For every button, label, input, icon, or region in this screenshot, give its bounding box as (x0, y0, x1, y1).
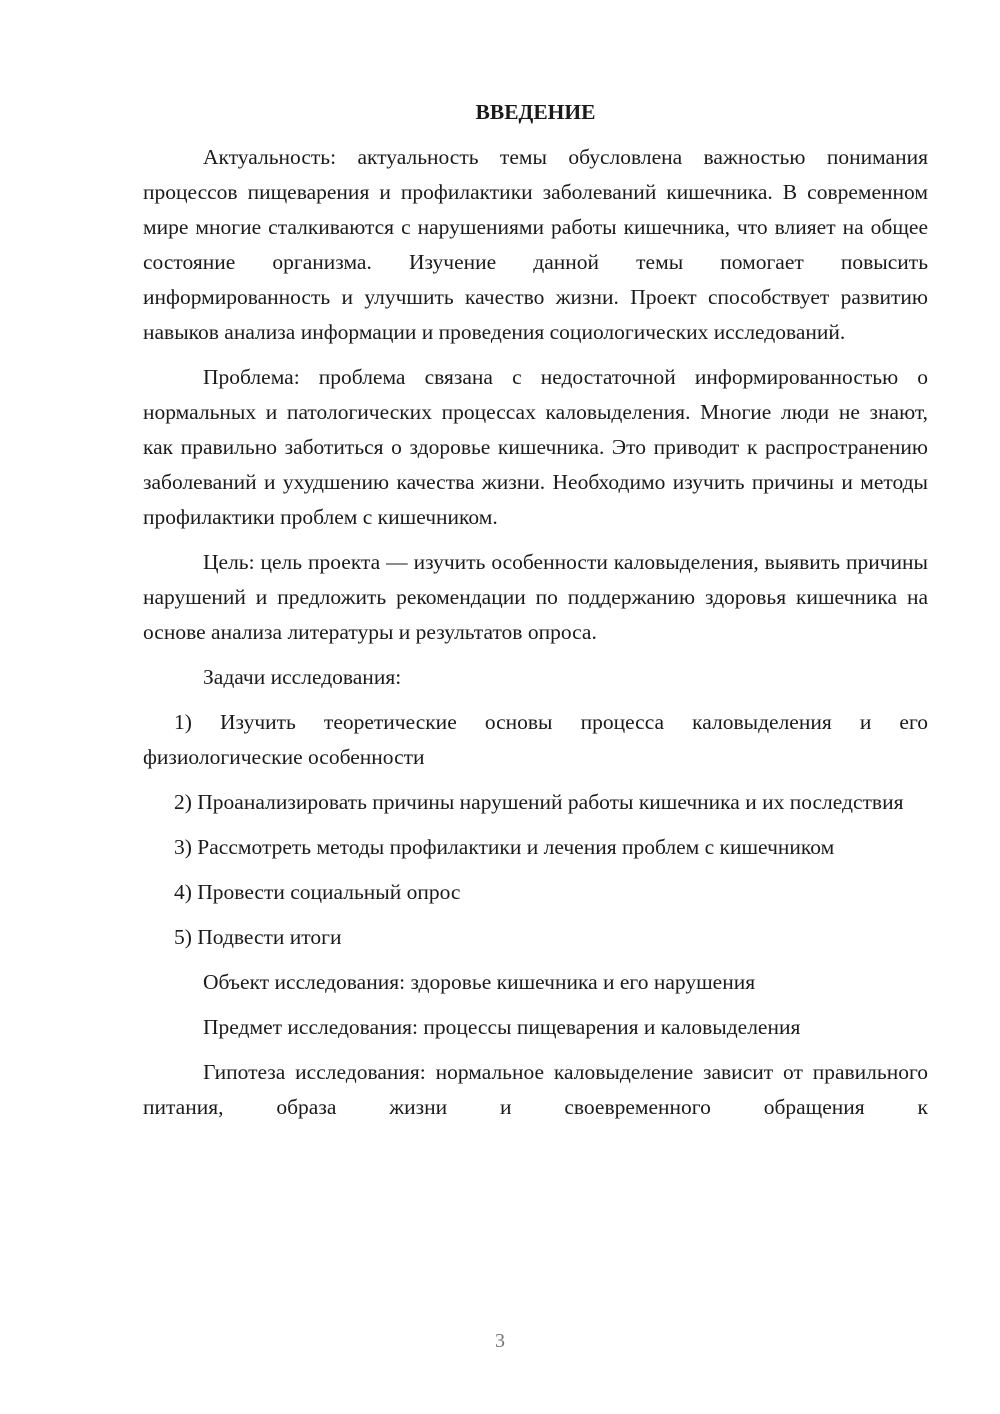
task-item-4: 4) Провести социальный опрос (174, 880, 461, 904)
goal-paragraph: Цель: цель проекта — изучить особенности каловыделения, выявить причины нарушений и предложить рекомендации по поддержанию здоровья кишечника на основе анализа литературы и результатов опроса. (143, 550, 928, 644)
research-hypothesis: Гипотеза исследования: нормальное каловыделение зависит от правильного питания, образа жизни и своевременного обращения к (143, 1060, 928, 1119)
task-item-5: 5) Подвести итоги (174, 925, 342, 949)
relevance-paragraph: Актуальность: актуальность темы обусловлена важностью понимания процессов пищеварения и профилактики заболеваний кишечника. В современном мире многие сталкиваются с нарушениями работы кишечника, что влияет на общее состояние организма. Изучение данной темы помогает повысить информированность и улучшить качество жизни. Проект способствует развитию навыков анализа информации и проведения социологических исследований. (143, 145, 928, 344)
page-content (143, 95, 928, 1135)
section-title: ВВЕДЕНИЕ (475, 100, 596, 124)
task-item-3: 3) Рассмотреть методы профилактики и лечения проблем с кишечником (174, 835, 835, 859)
task-item-2: 2) Проанализировать причины нарушений работы кишечника и их последствия (174, 790, 904, 814)
research-subject: Предмет исследования: процессы пищеварения и каловыделения (203, 1015, 801, 1039)
research-object: Объект исследования: здоровье кишечника и его нарушения (203, 970, 756, 994)
problem-paragraph: Проблема: проблема связана с недостаточной информированностью о нормальных и патологических процессах каловыделения. Многие люди не знают, как правильно заботиться о здоровье кишечника. Это приводит к распространению заболеваний и ухудшению качества жизни. Необходимо изучить причины и методы профилактики проблем с кишечником. (143, 365, 928, 529)
page-number: 3 (495, 1330, 505, 1352)
tasks-heading: Задачи исследования: (203, 665, 402, 689)
task-item-1: 1) Изучить теоретические основы процесса каловыделения и его физиологические особенности (143, 710, 928, 769)
